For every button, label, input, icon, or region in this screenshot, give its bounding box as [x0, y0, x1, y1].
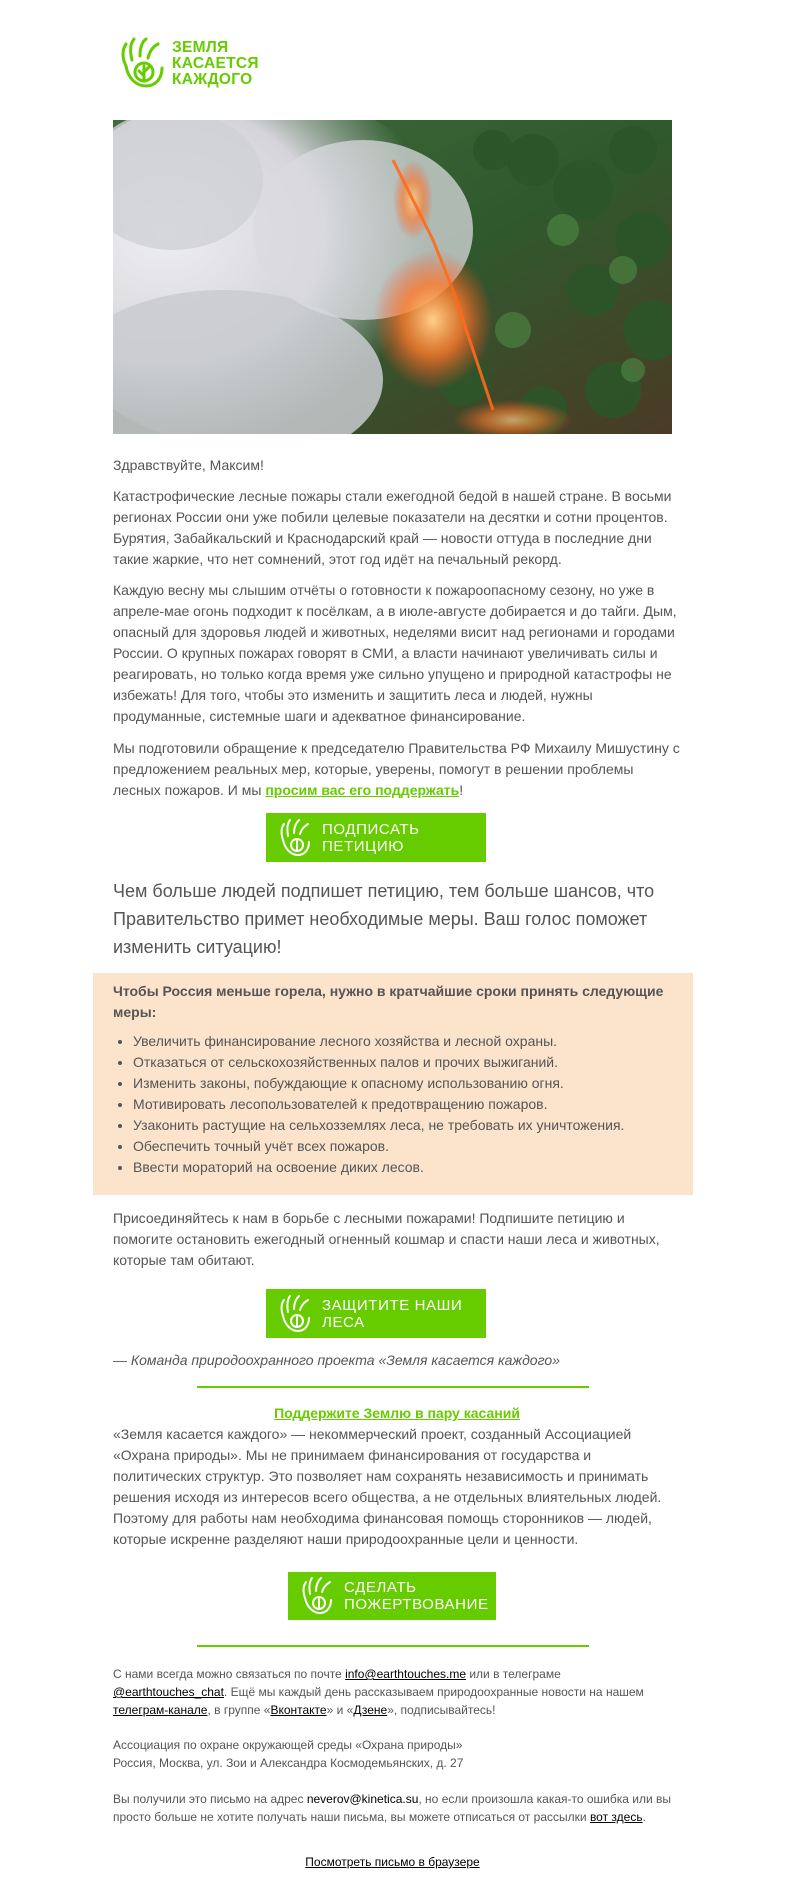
view-in-browser-link[interactable]: Посмотреть письмо в браузере: [305, 1855, 480, 1869]
hero-image: [113, 120, 672, 434]
unsubscribe-link[interactable]: вот здесь: [589, 1810, 643, 1824]
hand-leaf-icon: [278, 818, 312, 858]
footer-organization: Ассоциация по охране окружающей среды «Охрана природы» Россия, Москва, ул. Зои и Александра Космодемьянских, д. 27: [113, 1738, 464, 1770]
hand-leaf-icon: [300, 1576, 334, 1616]
paragraph-1: Катастрофические лесные пожары стали ежегодной бедой в нашей стране. В восьми регионах России они уже побили целевые показатели на десятки и сотни процентов. Бурятия, Забайкальский и Краснодарский край — новости оттуда в последние дни такие жаркие, что нет сомнений, этот год идёт на печальный рекорд.: [113, 488, 672, 567]
list-item: • Увеличить финансирование лесного хозяйства и лесной охраны.: [133, 1031, 693, 1052]
divider: [197, 1386, 589, 1388]
list-item: • Обеспечить точный учёт всех пожаров.: [133, 1136, 693, 1157]
donate-label: СДЕЛАТЬ ПОЖЕРТВОВАНИЕ: [344, 1579, 489, 1613]
protect-forests-button[interactable]: [266, 1289, 486, 1338]
email-link[interactable]: info@earthtouches.me: [345, 1667, 466, 1681]
protect-forests-label: ЗАЩИТИТЕ НАШИ ЛЕСА: [322, 1296, 463, 1331]
paragraph-3: Мы подготовили обращение к председателю Правительства РФ Михаилу Мишустину с предложением реальных мер, которые, уверены, помогут в решении проблемы лесных пожаров. И мы просим вас его поддержать!: [113, 740, 680, 798]
sign-petition-label: ПОДПИСАТЬ ПЕТИЦИЮ: [322, 820, 420, 855]
divider: [197, 1645, 589, 1647]
brand-logo[interactable]: [118, 36, 259, 92]
team-signature: — Команда природоохранного проекта «Земля касается каждого»: [113, 1352, 560, 1368]
paragraph-2: Каждую весну мы слышим отчёты о готовности к пожароопасному сезону, но уже в апреле-мае огонь подходит к посёлкам, а в июле-августе добирается и до тайги. Дым, опасный для здоровья людей и животных, неделями висит над регионами и городами России. О крупных пожарах говорят в СМИ, а власти начинают увеличивать силы и реагировать, но только когда время уже сильно упущено и природной катастрофы не избежать! Для того, чтобы это изменить и защитить леса и людей, нужны продуманные, системные шаги и адекватное финансирование.: [113, 582, 677, 724]
vk-link[interactable]: Вконтакте: [270, 1703, 327, 1717]
footer-contacts: С нами всегда можно связаться по почте info@earthtouches.me или в телеграме @earthtouches_chat. Ещё мы каждый день рассказываем природоохранные новости на нашем телеграм-канале, в группе «Вконтакте» и «Дзене», подписывайтесь!: [113, 1667, 644, 1717]
list-item: • Отказаться от сельскохозяйственных палов и прочих выжиганий.: [133, 1052, 693, 1073]
support-paragraph: «Земля касается каждого» — некоммерческий проект, созданный Ассоциацией «Охрана природы». Мы не принимаем финансирования от государства и политических структур. Это позволяет нам сохранять независимость и принимать решения исходя из интересов всего общества, а не отдельных влиятельных людей. Поэтому для работы нам необходима финансовая помощь сторонников — людей, которые искренне разделяют наши природоохранные цели и ценности.: [113, 1426, 662, 1547]
dzen-link[interactable]: Дзене: [353, 1703, 388, 1717]
donate-button[interactable]: [288, 1572, 496, 1620]
support-petition-link[interactable]: просим вас его поддержать: [265, 782, 460, 798]
measures-list: [113, 1031, 693, 1178]
list-item: • Изменить законы, побуждающие к опасному использованию огня.: [133, 1073, 693, 1094]
list-item: • Ввести мораторий на освоение диких лесов.: [133, 1157, 693, 1178]
measures-title: Чтобы Россия меньше горела, нужно в кратчайшие сроки принять следующие меры:: [113, 983, 664, 1020]
lead-statement: Чем больше людей подпишет петицию, тем больше шансов, что Правительство примет необходимые меры. Ваш голос поможет изменить ситуацию!: [113, 881, 655, 957]
sign-petition-button[interactable]: [266, 813, 486, 862]
support-section: [113, 1403, 681, 1424]
footer-unsubscribe: Вы получили это письмо на адрес neverov@kinetica.su, но если произошла какая-то ошибка или вы просто больше не хотите получать наши письма, вы можете отписаться от рассылки вот здесь.: [113, 1792, 672, 1824]
logo-text: ЗЕМЛЯ КАСАЕТСЯ КАЖДОГО: [172, 39, 259, 88]
hand-leaf-icon: [278, 1294, 312, 1334]
measures-box: [93, 973, 693, 1195]
view-in-browser: [0, 1853, 785, 1871]
join-paragraph: Присоединяйтесь к нам в борьбе с лесными пожарами! Подпишите петицию и помогите остановить ежегодный огненный кошмар и спасти наши леса и животных, которые там обитают.: [113, 1210, 660, 1268]
list-item: • Мотивировать лесопользователей к предотвращению пожаров.: [133, 1094, 693, 1115]
hand-leaf-icon: [118, 36, 166, 92]
recipient-email: neverov@kinetica.su: [306, 1792, 419, 1806]
list-item: • Узаконить растущие на сельхозземлях леса, не требовать их уничтожения.: [133, 1115, 693, 1136]
telegram-channel-link[interactable]: телеграм-канале: [113, 1703, 208, 1717]
telegram-chat-link[interactable]: @earthtouches_chat: [113, 1685, 224, 1699]
greeting: Здравствуйте, Максим!: [113, 457, 264, 473]
support-heading-link[interactable]: Поддержите Землю в пару касаний: [274, 1405, 520, 1421]
